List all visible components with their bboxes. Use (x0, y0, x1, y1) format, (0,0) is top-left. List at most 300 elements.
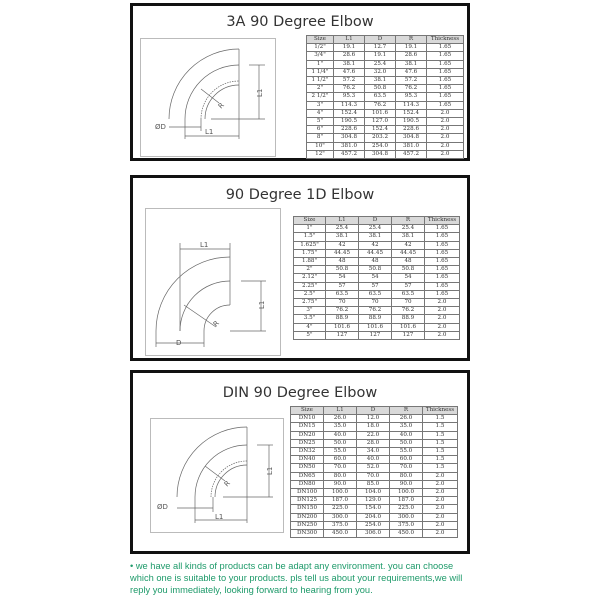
table-row (307, 142, 464, 150)
table-cell: 2.0 (423, 480, 458, 488)
table-cell: 19.1 (396, 44, 427, 52)
table-cell: 57 (392, 282, 425, 290)
table-cell: 1.65 (427, 77, 464, 85)
table-cell: 12.0 (357, 415, 390, 423)
table-cell: 101.6 (359, 323, 392, 331)
table-cell: 38.1 (365, 77, 396, 85)
table-cell: 40.0 (390, 431, 423, 439)
table-cell: 85.0 (357, 480, 390, 488)
table-cell: 457.2 (334, 150, 365, 158)
table-cell: DN250 (291, 521, 324, 529)
table-cell: 70.0 (357, 472, 390, 480)
table-cell: 76.2 (396, 85, 427, 93)
spec-table-3a (306, 35, 464, 159)
table-cell: 2" (307, 85, 334, 93)
table-cell: 1.65 (425, 266, 460, 274)
table-cell: 70.0 (324, 464, 357, 472)
table-cell: 90.0 (390, 480, 423, 488)
table-cell: 80.0 (324, 472, 357, 480)
table-cell: 1.5 (423, 423, 458, 431)
table-cell: 101.6 (365, 109, 396, 117)
table-row (307, 68, 464, 76)
table-cell: DN150 (291, 505, 324, 513)
table-cell: 26.0 (324, 415, 357, 423)
table-row (291, 521, 458, 529)
table-cell: 104.0 (357, 489, 390, 497)
table-cell: 70 (359, 299, 392, 307)
table-cell: 100.0 (324, 489, 357, 497)
table-cell: 50.8 (392, 266, 425, 274)
label-r: R (216, 101, 226, 111)
table-cell: 55.0 (324, 448, 357, 456)
table-row (307, 77, 464, 85)
table-header-row (307, 36, 464, 44)
table-cell: 47.6 (334, 68, 365, 76)
table-cell: 1.65 (427, 60, 464, 68)
table-cell: 1.75" (294, 249, 326, 257)
table-cell: 4" (294, 323, 326, 331)
table-row (291, 480, 458, 488)
table-cell: 457.2 (396, 150, 427, 158)
table-row (291, 439, 458, 447)
table-cell: 54 (392, 274, 425, 282)
table-cell: 35.0 (324, 423, 357, 431)
table-cell: 48 (359, 258, 392, 266)
table-row (291, 472, 458, 480)
table-cell: 52.0 (357, 464, 390, 472)
table-row (294, 331, 460, 339)
table-cell: 4" (307, 109, 334, 117)
table-cell: 129.0 (357, 497, 390, 505)
table-cell: DN100 (291, 489, 324, 497)
spec-table-1d (293, 216, 460, 340)
table-cell: 70 (326, 299, 359, 307)
table-cell: 63.5 (326, 290, 359, 298)
table-cell: 26.0 (390, 415, 423, 423)
table-cell: 1.5" (294, 233, 326, 241)
table-cell: 50.0 (324, 439, 357, 447)
table-cell: 2" (294, 266, 326, 274)
col-l1: L1 (324, 407, 357, 415)
table-row (291, 456, 458, 464)
table-cell: 2.0 (423, 497, 458, 505)
table-cell: 187.0 (324, 497, 357, 505)
table-cell: 70 (392, 299, 425, 307)
table-cell: 2.0 (427, 118, 464, 126)
table-cell: 63.5 (359, 290, 392, 298)
table-cell: 54 (326, 274, 359, 282)
table-row (294, 290, 460, 298)
table-cell: 48 (392, 258, 425, 266)
table-cell: 50.8 (365, 85, 396, 93)
label-l1-bottom: L1 (215, 513, 224, 521)
label-l1-side: L1 (256, 88, 264, 97)
table-row (307, 93, 464, 101)
table-row (294, 249, 460, 257)
table-cell: 225.0 (390, 505, 423, 513)
table-cell: 190.5 (396, 118, 427, 126)
table-cell: 60.0 (324, 456, 357, 464)
elbow-drawing (141, 39, 275, 156)
table-cell: 1.65 (425, 233, 460, 241)
section-title: 90 Degree 1D Elbow (225, 187, 375, 203)
section-title: 3A 90 Degree Elbow (226, 14, 374, 30)
col-d: D (365, 36, 396, 44)
table-body (291, 415, 458, 538)
table-row (294, 299, 460, 307)
table-cell: 1.65 (425, 274, 460, 282)
table-row (294, 258, 460, 266)
table-cell: 2.0 (425, 307, 460, 315)
table-cell: 127 (392, 331, 425, 339)
table-row (307, 44, 464, 52)
table-cell: 2.0 (425, 315, 460, 323)
table-row (307, 101, 464, 109)
label-r: R (211, 319, 221, 329)
table-cell: 1.5 (423, 448, 458, 456)
table-cell: 44.45 (326, 249, 359, 257)
table-cell: 2.0 (423, 521, 458, 529)
elbow-diagram-3a (140, 38, 276, 157)
table-cell: 48 (326, 258, 359, 266)
table-cell: 1 1/2" (307, 77, 334, 85)
spec-table-din (290, 406, 458, 538)
label-l1-side: L1 (266, 466, 274, 475)
table-cell: 50.8 (359, 266, 392, 274)
table-cell: 44.45 (359, 249, 392, 257)
col-l1: L1 (326, 217, 359, 225)
table-cell: 2.0 (425, 299, 460, 307)
table-cell: 3" (307, 101, 334, 109)
table-cell: 88.9 (359, 315, 392, 323)
table-cell: 76.2 (365, 101, 396, 109)
table-cell: 57 (326, 282, 359, 290)
table-cell: 95.3 (396, 93, 427, 101)
table-cell: 1.88" (294, 258, 326, 266)
table-cell: 2.5" (294, 290, 326, 298)
label-r: R (222, 479, 232, 489)
col-thickness: Thickness (427, 36, 464, 44)
table-cell: DN80 (291, 480, 324, 488)
section-din-elbow (130, 370, 470, 554)
table-cell: DN50 (291, 464, 324, 472)
table-cell: 3/4" (307, 52, 334, 60)
table-cell: 1.5 (423, 439, 458, 447)
table-cell: DN25 (291, 439, 324, 447)
table-cell: DN125 (291, 497, 324, 505)
section-title: DIN 90 Degree Elbow (222, 385, 378, 401)
table-cell: 19.1 (365, 52, 396, 60)
table-cell: 306.0 (357, 530, 390, 538)
table-cell: 76.2 (392, 307, 425, 315)
table-row (307, 109, 464, 117)
table-cell: 6" (307, 126, 334, 134)
table-cell: 3.5" (294, 315, 326, 323)
elbow-diagram-din (150, 418, 284, 533)
table-cell: 60.0 (390, 456, 423, 464)
table-cell: 187.0 (390, 497, 423, 505)
table-cell: 50.8 (326, 266, 359, 274)
table-cell: 42 (392, 241, 425, 249)
table-cell: 28.6 (334, 52, 365, 60)
label-od: ØD (157, 503, 168, 511)
table-cell: DN40 (291, 456, 324, 464)
table-cell: 25.4 (326, 225, 359, 233)
table-cell: 2.0 (427, 109, 464, 117)
label-od: ØD (155, 123, 166, 131)
table-row (291, 513, 458, 521)
table-cell: 55.0 (390, 448, 423, 456)
table-row (307, 134, 464, 142)
table-cell: 114.3 (334, 101, 365, 109)
table-cell: 114.3 (396, 101, 427, 109)
table-row (307, 150, 464, 158)
table-cell: 1" (307, 60, 334, 68)
table-cell: 2.25" (294, 282, 326, 290)
col-l1: L1 (334, 36, 365, 44)
table-cell: 76.2 (359, 307, 392, 315)
table-cell: 5" (294, 331, 326, 339)
table-cell: 44.45 (392, 249, 425, 257)
table-cell: 80.0 (390, 472, 423, 480)
table-cell: 190.5 (334, 118, 365, 126)
table-cell: 76.2 (334, 85, 365, 93)
table-row (291, 464, 458, 472)
section-3a-elbow (130, 3, 470, 161)
table-cell: 28.0 (357, 439, 390, 447)
table-cell: 25.4 (392, 225, 425, 233)
table-cell: DN200 (291, 513, 324, 521)
table-cell: 1.65 (425, 225, 460, 233)
table-cell: 1.65 (427, 93, 464, 101)
table-cell: 90.0 (324, 480, 357, 488)
table-cell: 2.0 (425, 323, 460, 331)
table-cell: 54 (359, 274, 392, 282)
col-size: Size (307, 36, 334, 44)
table-cell: 254.0 (365, 142, 396, 150)
table-cell: 203.2 (365, 134, 396, 142)
table-cell: 35.0 (390, 423, 423, 431)
table-cell: 38.1 (334, 60, 365, 68)
table-cell: 47.6 (396, 68, 427, 76)
table-cell: 25.4 (365, 60, 396, 68)
table-cell: 10" (307, 142, 334, 150)
label-l1-bottom: L1 (205, 128, 214, 136)
table-row (291, 415, 458, 423)
table-cell: 1/2" (307, 44, 334, 52)
table-cell: 40.0 (324, 431, 357, 439)
table-cell: 1.65 (425, 249, 460, 257)
col-size: Size (294, 217, 326, 225)
table-body (294, 225, 460, 340)
table-cell: 38.1 (359, 233, 392, 241)
table-row (294, 241, 460, 249)
col-d: D (357, 407, 390, 415)
table-cell: 101.6 (392, 323, 425, 331)
table-cell: 2.0 (423, 472, 458, 480)
table-cell: 63.5 (392, 290, 425, 298)
table-cell: 63.5 (365, 93, 396, 101)
table-cell: 38.1 (396, 60, 427, 68)
table-cell: 1 1/4" (307, 68, 334, 76)
label-d: D (176, 339, 182, 347)
table-row (294, 307, 460, 315)
table-cell: DN32 (291, 448, 324, 456)
elbow-drawing (151, 419, 283, 532)
table-cell: 18.0 (357, 423, 390, 431)
table-cell: 57.2 (334, 77, 365, 85)
table-row (294, 225, 460, 233)
table-cell: 300.0 (390, 513, 423, 521)
table-row (294, 323, 460, 331)
table-cell: 228.6 (396, 126, 427, 134)
table-body (307, 44, 464, 159)
table-row (307, 85, 464, 93)
table-cell: DN10 (291, 415, 324, 423)
table-cell: 304.8 (365, 150, 396, 158)
table-row (294, 274, 460, 282)
table-cell: 38.1 (392, 233, 425, 241)
col-thickness: Thickness (425, 217, 460, 225)
table-cell: 300.0 (324, 513, 357, 521)
col-size: Size (291, 407, 324, 415)
col-r: R (390, 407, 423, 415)
col-r: R (392, 217, 425, 225)
table-cell: 95.3 (334, 93, 365, 101)
table-cell: 1.65 (425, 290, 460, 298)
table-cell: 225.0 (324, 505, 357, 513)
table-row (294, 266, 460, 274)
table-row (307, 60, 464, 68)
table-cell: 254.0 (357, 521, 390, 529)
table-cell: 2.12" (294, 274, 326, 282)
table-row (291, 530, 458, 538)
table-cell: 38.1 (326, 233, 359, 241)
table-cell: 152.4 (365, 126, 396, 134)
table-cell: DN65 (291, 472, 324, 480)
table-cell: 1.65 (427, 85, 464, 93)
table-cell: 381.0 (334, 142, 365, 150)
elbow-diagram-1d (145, 208, 281, 356)
table-cell: 228.6 (334, 126, 365, 134)
label-l1-side: L1 (258, 300, 266, 309)
table-cell: 2.0 (423, 489, 458, 497)
table-cell: 8" (307, 134, 334, 142)
table-cell: 57 (359, 282, 392, 290)
section-1d-elbow (130, 175, 470, 361)
table-cell: 2.0 (425, 331, 460, 339)
table-cell: 1.5 (423, 431, 458, 439)
table-cell: 375.0 (324, 521, 357, 529)
table-cell: 152.4 (396, 109, 427, 117)
table-cell: 32.0 (365, 68, 396, 76)
table-cell: 2.0 (423, 530, 458, 538)
table-row (307, 118, 464, 126)
table-cell: 1.65 (425, 258, 460, 266)
elbow-drawing (146, 209, 280, 355)
label-l1-top: L1 (200, 241, 209, 249)
table-cell: 1.5 (423, 456, 458, 464)
table-cell: 22.0 (357, 431, 390, 439)
table-cell: 2.0 (427, 126, 464, 134)
table-cell: 101.6 (326, 323, 359, 331)
table-row (291, 448, 458, 456)
table-cell: 1.5 (423, 415, 458, 423)
table-cell: 154.0 (357, 505, 390, 513)
table-row (307, 52, 464, 60)
table-cell: 100.0 (390, 489, 423, 497)
table-cell: 204.0 (357, 513, 390, 521)
table-row (294, 315, 460, 323)
table-cell: 1.65 (427, 68, 464, 76)
table-cell: 25.4 (359, 225, 392, 233)
table-cell: 5" (307, 118, 334, 126)
table-cell: 1.5 (423, 464, 458, 472)
col-r: R (396, 36, 427, 44)
col-thickness: Thickness (423, 407, 458, 415)
table-cell: 2.0 (427, 150, 464, 158)
table-cell: 12" (307, 150, 334, 158)
table-cell: 28.6 (396, 52, 427, 60)
table-cell: 304.8 (334, 134, 365, 142)
table-cell: 1.65 (427, 44, 464, 52)
table-cell: 57.2 (396, 77, 427, 85)
table-cell: 40.0 (357, 456, 390, 464)
table-header-row (294, 217, 460, 225)
footer-note: • we have all kinds of products can be adapt any environment. you can choose which one is suitable to your products. pls tell us about your requirements,we will reply you immediately, looking forward to hearing from you. (130, 561, 463, 595)
table-cell: 381.0 (396, 142, 427, 150)
table-cell: 1.65 (427, 52, 464, 60)
table-cell: 1.625" (294, 241, 326, 249)
table-cell: 1" (294, 225, 326, 233)
table-cell: 304.8 (396, 134, 427, 142)
table-row (291, 423, 458, 431)
table-cell: 450.0 (390, 530, 423, 538)
table-row (291, 489, 458, 497)
table-cell: 3" (294, 307, 326, 315)
table-cell: 1.65 (425, 282, 460, 290)
table-cell: 34.0 (357, 448, 390, 456)
table-cell: 1.65 (425, 241, 460, 249)
table-cell: DN20 (291, 431, 324, 439)
table-cell: 2 1/2" (307, 93, 334, 101)
table-cell: DN15 (291, 423, 324, 431)
table-cell: 127.0 (365, 118, 396, 126)
table-row (291, 497, 458, 505)
table-cell: 19.1 (334, 44, 365, 52)
table-cell: 375.0 (390, 521, 423, 529)
col-d: D (359, 217, 392, 225)
table-cell: 152.4 (334, 109, 365, 117)
table-cell: 88.9 (392, 315, 425, 323)
table-cell: 1.65 (427, 101, 464, 109)
table-row (294, 282, 460, 290)
table-cell: 450.0 (324, 530, 357, 538)
table-row (291, 505, 458, 513)
table-cell: 127 (359, 331, 392, 339)
table-cell: 127 (326, 331, 359, 339)
table-cell: 2.75" (294, 299, 326, 307)
table-cell: 76.2 (326, 307, 359, 315)
table-cell: 50.0 (390, 439, 423, 447)
table-cell: 2.0 (423, 505, 458, 513)
table-row (291, 431, 458, 439)
table-row (294, 233, 460, 241)
table-cell: 88.9 (326, 315, 359, 323)
table-cell: 42 (326, 241, 359, 249)
table-cell: 12.7 (365, 44, 396, 52)
table-cell: 2.0 (427, 134, 464, 142)
